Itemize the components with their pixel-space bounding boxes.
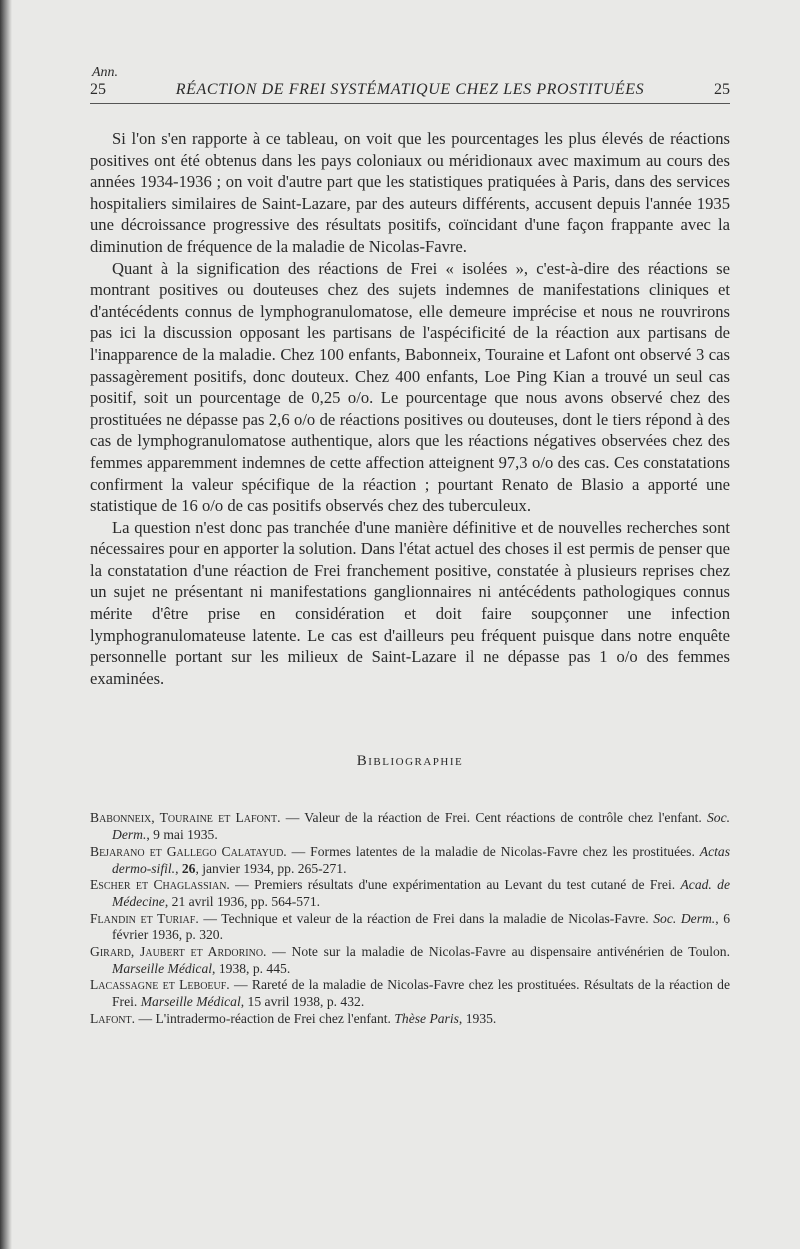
reference-text: — L'intradermo-réaction de Frei chez l'enfant. [135,1010,395,1026]
reference-journal: Soc. Derm. [653,910,716,926]
reference-entry [90,1011,730,1028]
reference-details: , 1935. [458,1010,497,1026]
running-head [90,80,730,104]
reference-journal: Actas dermo-sifil. [112,843,730,876]
body-text [90,128,730,689]
reference-authors: Flandin et Turiaf. [90,910,199,926]
reference-entry [90,877,730,910]
reference-entry [90,977,730,1010]
reference-journal: Marseille Médical [140,994,241,1010]
reference-details: , janvier 1934, pp. 265-271. [195,860,347,876]
paragraph-1: Si l'on s'en rapporte à ce tableau, on voit que les pourcentages les plus élevés de réactions positives ont été obtenus dans les pays coloniaux ou méridionaux avec maximum au cours des années 1934-1936 ; on voit d'autre part que les statistiques pratiquées à Paris, dans des services hospitaliers similaires de Saint-Lazare, par des auteurs différents, accusent depuis l'année 1935 une décroissance progressive des résultats positifs, coïncidant d'une façon frappante avec la diminution de fréquence de la maladie de Nicolas-Favre. [90,129,730,256]
reference-authors: Bejarano et Gallego Calatayud. [90,843,287,859]
reference-text: — Rareté de la maladie de Nicolas-Favre chez les prostituées. Résultats de la réaction de Frei. [112,977,731,1010]
reference-entry [90,944,730,977]
reference-details: , 9 mai 1935. [146,827,218,843]
reference-authors: Lafont. [90,1010,136,1026]
book-spine-shadow [0,0,12,1249]
reference-journal: Marseille Médical [112,960,213,976]
reference-text: — Formes latentes de la maladie de Nicolas-Favre chez les prostituées. [286,843,700,859]
reference-authors: Girard, Jaubert et Ardorino. [90,944,267,960]
page-number-left: 25 [90,81,106,98]
reference-authors: Escher et Chaglassian. [90,877,230,893]
page [90,66,730,1028]
reference-journal: Acad. de Médecine [112,877,730,909]
reference-journal: Thèse Paris [394,1010,459,1026]
reference-entry [90,911,730,944]
page-number-right: 25 [713,81,730,98]
reference-entry: Bejarano et Gallego Calatayud. — Formes latentes de la maladie de Nicolas-Favre chez les prostituées. Actas dermo-sifil., 26, janvier 1934, pp. 265-271. [90,843,730,876]
reference-details: , 15 avril 1938, p. 432. [240,994,365,1010]
reference-authors: Lacassagne et Leboeuf. [90,977,230,993]
reference-journal: Soc. Derm. [112,810,731,843]
annotation-ann: Ann. [92,65,119,80]
reference-volume: 26 [181,860,196,876]
reference-entry [90,810,730,843]
reference-authors: Babonneix, Touraine et Lafont. [90,810,281,826]
running-title: RÉACTION DE FREI SYSTÉMATIQUE CHEZ LES PROSTITUÉES [175,81,645,98]
reference-text: — Premiers résultats d'une expérimentation au Levant du test cutané de Frei. [229,877,681,893]
bibliography-title: Bibliographie [356,753,464,770]
reference-details: , 1938, p. 445. [212,960,291,976]
reference-text: — Note sur la maladie de Nicolas-Favre au dispensaire antivénérien de Toulon. [266,944,730,960]
paragraph-2: Quant à la signification des réactions de Frei « isolées », c'est-à-dire des réactions se montrant positives ou douteuses chez des sujets indemnes de manifestations cliniques et d'antécédents connus de lymphogranulomatose, elle demeure imprécise et nous ne rouvrirons pas ici la discussion opposant les partisans de l'aspécificité de la réaction aux partisans de l'inapparence de la maladie. Chez 100 enfants, Babonneix, Touraine et Lafont ont observé 3 cas passagèrement positifs, donc douteux. Chez 400 enfants, Loe Ping Kian a trouvé un seul cas positif, soit un pourcentage de 0,25 o/o. Le pourcentage que nous avons observé chez des prostituées ne dépasse pas 2,6 o/o de réactions positives ou douteuses, dont le tiers répond à des cas de lymphogranulomatose authentique, alors que les réactions négatives observées chez des femmes apparemment indemnes de cette affection atteignent 97,3 o/o des cas. Ces constatations confirment la valeur spécifique de la réaction ; pourtant Renato de Blasio a apporté une statistique de 16 o/o de cas positifs observés chez des tuberculeux. [90,258,730,516]
bibliography-list [90,810,730,1027]
reference-text: — Technique et valeur de la réaction de Frei dans la maladie de Nicolas-Favre. [198,910,654,926]
reference-text: — Valeur de la réaction de Frei. Cent réactions de contrôle chez l'enfant. [280,810,707,826]
reference-details: , 6 février 1936, p. 320. [112,910,731,943]
reference-details: , 21 avril 1936, pp. 564-571. [164,893,321,909]
paragraph-3: La question n'est donc pas tranchée d'une manière définitive et de nouvelles recherches sont nécessaires pour en apporter la solution. Dans l'état actuel des choses il est permis de penser que la constatation d'une réaction de Frei franchement positive, constatée à plusieurs reprises chez un sujet ne présentant ni manifestations ganglionnaires ni antécédents pathologiques connus mérite d'être prise en considération et doit faire soupçonner une infection lymphogranulomateuse latente. Le cas est d'ailleurs peu fréquent puisque dans notre enquête personnelle portant sur les milieux de Saint-Lazare il ne dépasse pas 1 o/o des femmes examinées. [90,517,730,688]
